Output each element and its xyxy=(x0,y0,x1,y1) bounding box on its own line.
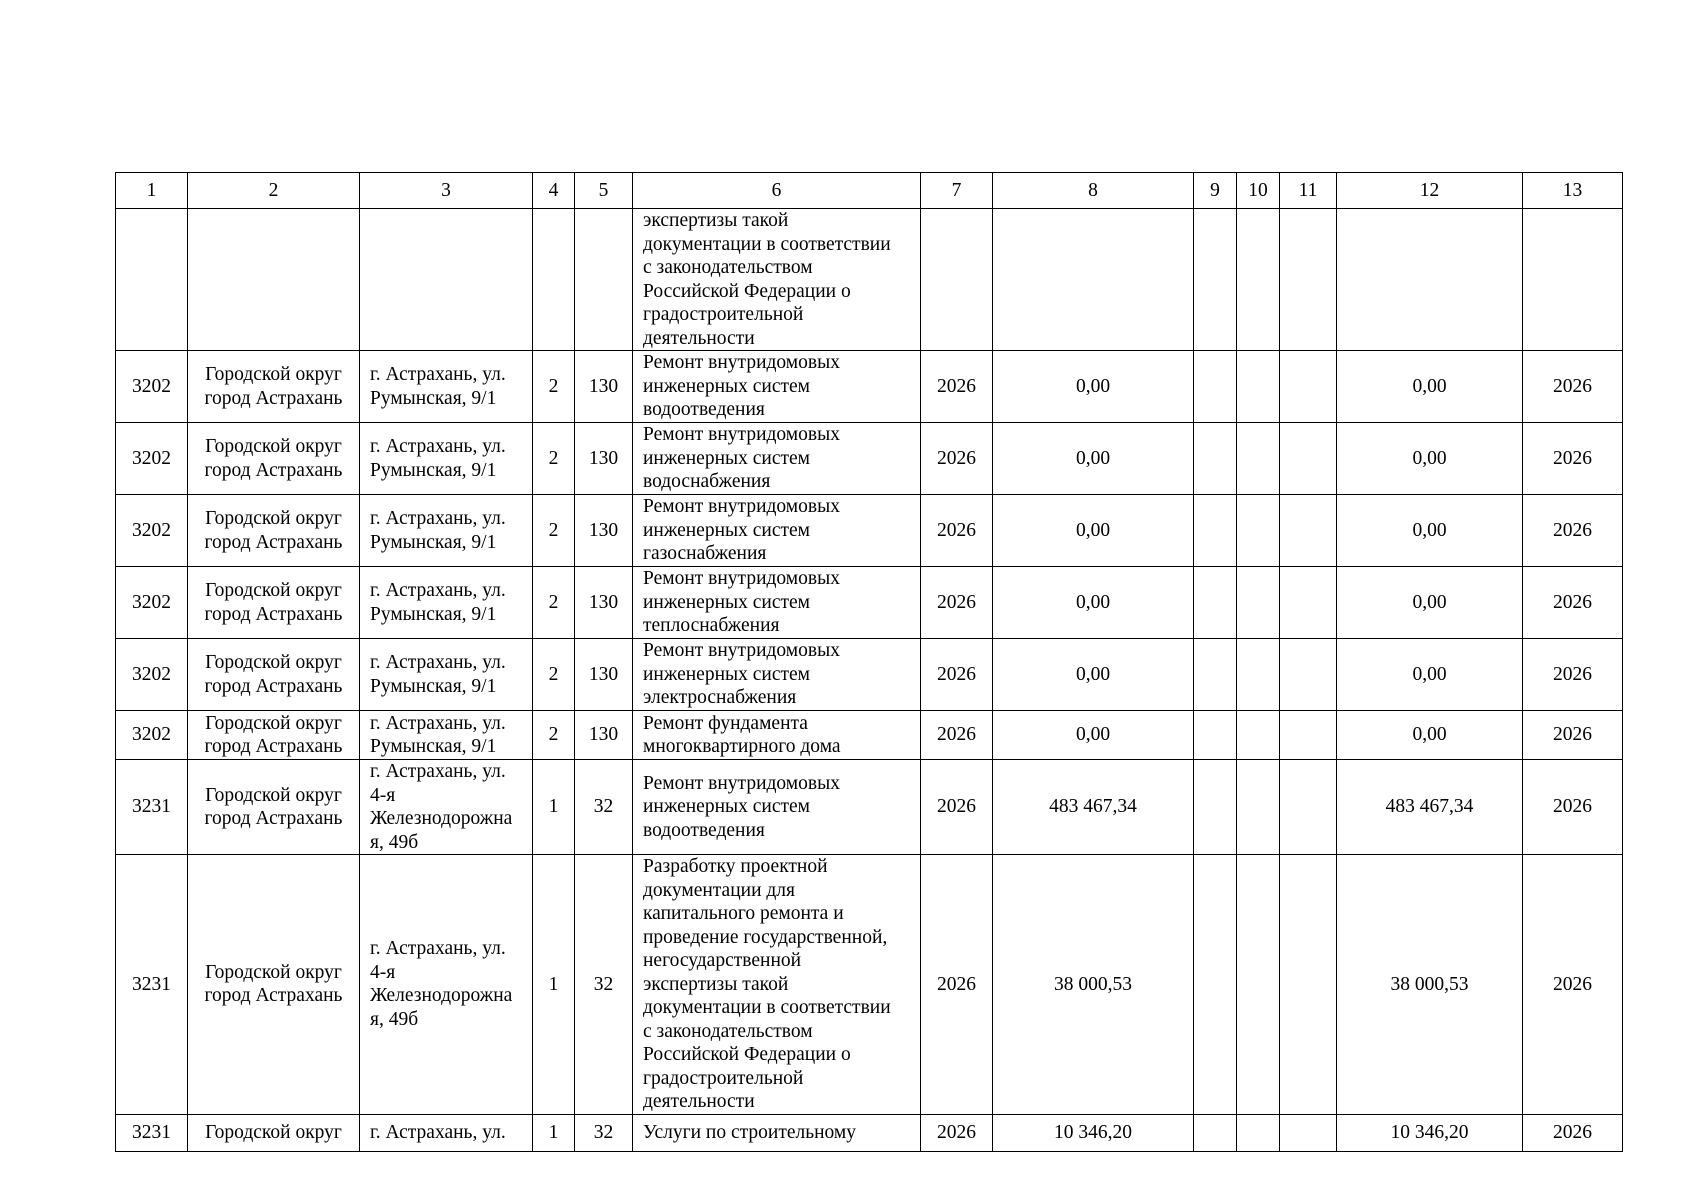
header-cell: 4 xyxy=(533,173,575,209)
cell-completion-year: 2026 xyxy=(1523,639,1623,711)
cell-total-cost: 0,00 xyxy=(1337,639,1523,711)
cell-col-9 xyxy=(1194,351,1237,423)
cell-total-cost: 0,00 xyxy=(1337,711,1523,760)
data-table xyxy=(115,172,1623,1152)
cell-work-type: Ремонт внутридомовых инженерных систем водоотведения xyxy=(633,760,921,855)
cell-row-number: 3202 xyxy=(116,423,188,495)
cell-year: 2026 xyxy=(921,639,993,711)
cell-col-4: 2 xyxy=(533,567,575,639)
cell-completion-year xyxy=(1523,209,1623,351)
cell-row-number: 3202 xyxy=(116,711,188,760)
cell-municipality: Городской округ город Астрахань xyxy=(188,760,360,855)
cell-col-9 xyxy=(1194,1114,1237,1151)
cell-col-11 xyxy=(1280,423,1337,495)
table-row xyxy=(116,711,1623,760)
header-cell: 11 xyxy=(1280,173,1337,209)
cell-col-10 xyxy=(1237,711,1280,760)
table-row xyxy=(116,495,1623,567)
cell-municipality xyxy=(188,209,360,351)
cell-work-type: Ремонт внутридомовых инженерных систем водоснабжения xyxy=(633,423,921,495)
cell-col-4 xyxy=(533,209,575,351)
cell-year: 2026 xyxy=(921,351,993,423)
cell-col-5: 32 xyxy=(575,855,633,1115)
cell-col-10 xyxy=(1237,495,1280,567)
cell-col-4: 2 xyxy=(533,639,575,711)
cell-work-type: Ремонт внутридомовых инженерных систем теплоснабжения xyxy=(633,567,921,639)
cell-col-5: 130 xyxy=(575,423,633,495)
cell-work-type: Услуги по строительному xyxy=(633,1114,921,1151)
table-row xyxy=(116,1114,1623,1151)
header-cell: 6 xyxy=(633,173,921,209)
cell-total-cost: 483 467,34 xyxy=(1337,760,1523,855)
table-row xyxy=(116,855,1623,1115)
cell-completion-year: 2026 xyxy=(1523,567,1623,639)
cell-municipality: Городской округ город Астрахань xyxy=(188,855,360,1115)
header-row xyxy=(116,173,1623,209)
cell-address: г. Астрахань, ул. Румынская, 9/1 xyxy=(360,495,533,567)
cell-col-5: 32 xyxy=(575,760,633,855)
cell-col-10 xyxy=(1237,351,1280,423)
cell-address: г. Астрахань, ул. xyxy=(360,1114,533,1151)
cell-cost: 0,00 xyxy=(993,495,1194,567)
cell-row-number: 3231 xyxy=(116,1114,188,1151)
cell-cost: 10 346,20 xyxy=(993,1114,1194,1151)
cell-total-cost: 0,00 xyxy=(1337,351,1523,423)
cell-row-number xyxy=(116,209,188,351)
cell-col-9 xyxy=(1194,855,1237,1115)
cell-col-9 xyxy=(1194,209,1237,351)
cell-address xyxy=(360,209,533,351)
cell-col-5: 130 xyxy=(575,639,633,711)
header-cell: 2 xyxy=(188,173,360,209)
table-row xyxy=(116,639,1623,711)
cell-year: 2026 xyxy=(921,855,993,1115)
cell-cost: 0,00 xyxy=(993,639,1194,711)
cell-total-cost: 10 346,20 xyxy=(1337,1114,1523,1151)
header-cell: 3 xyxy=(360,173,533,209)
cell-year: 2026 xyxy=(921,423,993,495)
cell-municipality: Городской округ город Астрахань xyxy=(188,567,360,639)
header-cell: 10 xyxy=(1237,173,1280,209)
header-cell: 5 xyxy=(575,173,633,209)
cell-col-10 xyxy=(1237,760,1280,855)
cell-year: 2026 xyxy=(921,711,993,760)
cell-col-11 xyxy=(1280,209,1337,351)
cell-cost: 0,00 xyxy=(993,423,1194,495)
cell-address: г. Астрахань, ул. 4-я Железнодорожна я, 49б xyxy=(360,760,533,855)
cell-cost xyxy=(993,209,1194,351)
cell-col-11 xyxy=(1280,567,1337,639)
cell-completion-year: 2026 xyxy=(1523,1114,1623,1151)
cell-col-11 xyxy=(1280,351,1337,423)
header-cell: 9 xyxy=(1194,173,1237,209)
cell-col-9 xyxy=(1194,567,1237,639)
cell-row-number: 3202 xyxy=(116,567,188,639)
cell-address: г. Астрахань, ул. Румынская, 9/1 xyxy=(360,711,533,760)
cell-year: 2026 xyxy=(921,567,993,639)
cell-row-number: 3202 xyxy=(116,639,188,711)
cell-col-5 xyxy=(575,209,633,351)
cell-col-10 xyxy=(1237,423,1280,495)
cell-year xyxy=(921,209,993,351)
cell-col-9 xyxy=(1194,760,1237,855)
cell-cost: 0,00 xyxy=(993,351,1194,423)
cell-cost: 483 467,34 xyxy=(993,760,1194,855)
cell-col-10 xyxy=(1237,567,1280,639)
cell-row-number: 3202 xyxy=(116,495,188,567)
cell-year: 2026 xyxy=(921,760,993,855)
table-row xyxy=(116,351,1623,423)
cell-col-4: 1 xyxy=(533,1114,575,1151)
cell-col-4: 2 xyxy=(533,423,575,495)
cell-row-number: 3231 xyxy=(116,855,188,1115)
cell-col-5: 130 xyxy=(575,495,633,567)
cell-col-10 xyxy=(1237,639,1280,711)
cell-address: г. Астрахань, ул. Румынская, 9/1 xyxy=(360,567,533,639)
cell-municipality: Городской округ город Астрахань xyxy=(188,351,360,423)
cell-col-11 xyxy=(1280,1114,1337,1151)
cell-municipality: Городской округ xyxy=(188,1114,360,1151)
cell-col-4: 2 xyxy=(533,711,575,760)
cell-cost: 0,00 xyxy=(993,567,1194,639)
header-cell: 7 xyxy=(921,173,993,209)
cell-col-5: 130 xyxy=(575,567,633,639)
cell-completion-year: 2026 xyxy=(1523,351,1623,423)
cell-completion-year: 2026 xyxy=(1523,711,1623,760)
cell-col-11 xyxy=(1280,639,1337,711)
cell-col-10 xyxy=(1237,855,1280,1115)
cell-col-10 xyxy=(1237,1114,1280,1151)
cell-municipality: Городской округ город Астрахань xyxy=(188,711,360,760)
cell-cost: 0,00 xyxy=(993,711,1194,760)
cell-col-11 xyxy=(1280,711,1337,760)
cell-municipality: Городской округ город Астрахань xyxy=(188,423,360,495)
table-row xyxy=(116,423,1623,495)
cell-completion-year: 2026 xyxy=(1523,423,1623,495)
header-cell: 13 xyxy=(1523,173,1623,209)
cell-year: 2026 xyxy=(921,495,993,567)
cell-col-9 xyxy=(1194,711,1237,760)
cell-completion-year: 2026 xyxy=(1523,495,1623,567)
cell-total-cost: 0,00 xyxy=(1337,423,1523,495)
cell-col-4: 1 xyxy=(533,855,575,1115)
cell-total-cost: 38 000,53 xyxy=(1337,855,1523,1115)
cell-cost: 38 000,53 xyxy=(993,855,1194,1115)
cell-row-number: 3202 xyxy=(116,351,188,423)
cell-col-5: 32 xyxy=(575,1114,633,1151)
cell-address: г. Астрахань, ул. 4-я Железнодорожна я, 49б xyxy=(360,855,533,1115)
cell-col-4: 1 xyxy=(533,760,575,855)
cell-col-5: 130 xyxy=(575,351,633,423)
cell-col-9 xyxy=(1194,423,1237,495)
header-cell: 12 xyxy=(1337,173,1523,209)
cell-completion-year: 2026 xyxy=(1523,855,1623,1115)
header-cell: 8 xyxy=(993,173,1194,209)
cell-address: г. Астрахань, ул. Румынская, 9/1 xyxy=(360,639,533,711)
cell-col-11 xyxy=(1280,855,1337,1115)
cell-municipality: Городской округ город Астрахань xyxy=(188,495,360,567)
cell-col-11 xyxy=(1280,495,1337,567)
cell-col-5: 130 xyxy=(575,711,633,760)
cell-address: г. Астрахань, ул. Румынская, 9/1 xyxy=(360,351,533,423)
table-row xyxy=(116,567,1623,639)
cell-work-type: Ремонт внутридомовых инженерных систем электроснабжения xyxy=(633,639,921,711)
header-cell: 1 xyxy=(116,173,188,209)
cell-col-10 xyxy=(1237,209,1280,351)
cell-col-4: 2 xyxy=(533,351,575,423)
cell-row-number: 3231 xyxy=(116,760,188,855)
cell-col-11 xyxy=(1280,760,1337,855)
cell-total-cost xyxy=(1337,209,1523,351)
cell-work-type: Разработку проектной документации для капитального ремонта и проведение государственной, негосударственной экспертизы такой документации в соответствии с законодательством Российской Федерации о градостроительной деятельности xyxy=(633,855,921,1115)
cell-col-9 xyxy=(1194,495,1237,567)
cell-year: 2026 xyxy=(921,1114,993,1151)
table-row xyxy=(116,209,1623,351)
cell-address: г. Астрахань, ул. Румынская, 9/1 xyxy=(360,423,533,495)
cell-work-type: экспертизы такой документации в соответствии с законодательством Российской Федерации о градостроительной деятельности xyxy=(633,209,921,351)
cell-total-cost: 0,00 xyxy=(1337,495,1523,567)
cell-total-cost: 0,00 xyxy=(1337,567,1523,639)
cell-work-type: Ремонт внутридомовых инженерных систем водоотведения xyxy=(633,351,921,423)
cell-col-4: 2 xyxy=(533,495,575,567)
cell-col-9 xyxy=(1194,639,1237,711)
cell-completion-year: 2026 xyxy=(1523,760,1623,855)
cell-work-type: Ремонт внутридомовых инженерных систем газоснабжения xyxy=(633,495,921,567)
cell-work-type: Ремонт фундамента многоквартирного дома xyxy=(633,711,921,760)
table-row xyxy=(116,760,1623,855)
cell-municipality: Городской округ город Астрахань xyxy=(188,639,360,711)
